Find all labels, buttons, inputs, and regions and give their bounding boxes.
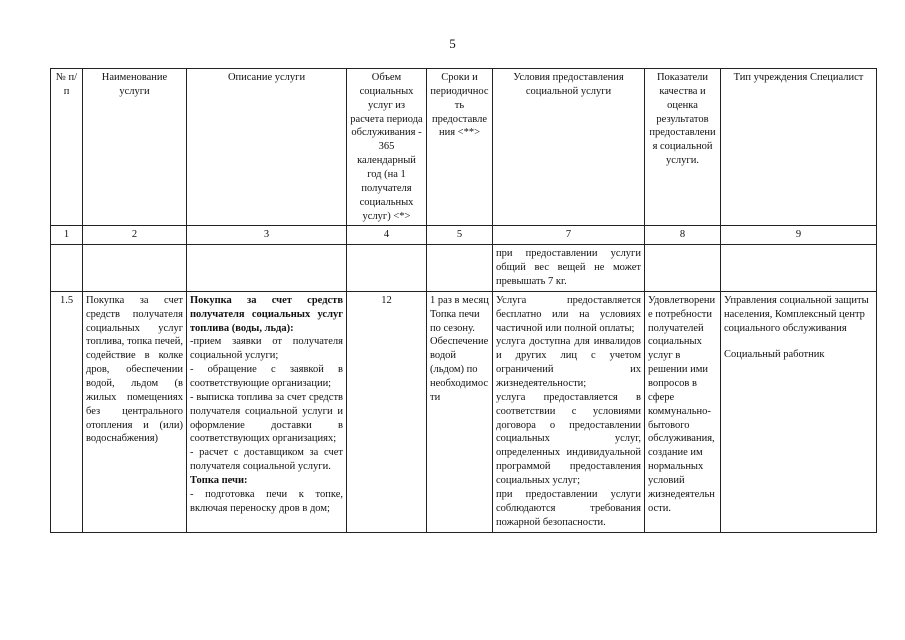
service-conditions xyxy=(493,291,645,532)
page-number: 5 xyxy=(449,36,456,51)
description-line: - обращение с заявкой в соответствующие организации; xyxy=(190,364,343,390)
header-num: № п/п xyxy=(51,69,83,226)
condition-line: при предоставлении услуги соблюдаются требования пожарной безопасности. xyxy=(496,488,641,528)
service-description xyxy=(187,291,347,532)
service-institution xyxy=(721,291,877,532)
column-number: 4 xyxy=(347,226,427,245)
condition-line: услуга доступна для инвалидов и других лиц с учетом ограничений их жизнедеятельности; xyxy=(496,336,641,390)
column-number: 8 xyxy=(645,226,721,245)
header-conditions: Условия предоставления социальной услуги xyxy=(493,69,645,226)
column-numbers-row xyxy=(51,226,877,245)
header-row xyxy=(51,69,877,226)
description-line: Топка печи: xyxy=(190,475,248,487)
service-volume: 12 xyxy=(347,291,427,532)
column-number: 5 xyxy=(427,226,493,245)
continuation-conditions: при предоставлении услуги общий вес вещей не может превышать 7 кг. xyxy=(493,245,645,292)
column-number: 2 xyxy=(83,226,187,245)
continuation-row xyxy=(51,245,877,292)
row-number: 1.5 xyxy=(51,291,83,532)
description-line: - подготовка печи к топке, включая переноску дров в дом; xyxy=(190,488,343,514)
header-volume: Объем социальных услуг из расчета периода обслуживания - 365 календарный год (на 1 получателя социальных услуг) <*> xyxy=(347,69,427,226)
header-quality: Показатели качества и оценка результатов предоставления социальной услуги. xyxy=(645,69,721,226)
periodicity-line: Обеспечение водой (льдом) по необходимости xyxy=(430,336,489,403)
institution-text: Управления социальной защиты населения, Комплексный центр социального обслуживания xyxy=(724,294,869,334)
service-name: Покупка за счет средств получателя социальных услуг топлива, топка печей, содействие в колке дров, обеспечении водой, льдом (в жилых помещениях без центрального отопления и (или) водоснабжения) xyxy=(83,291,187,532)
specialist-text: Социальный работник xyxy=(724,349,825,361)
header-institution: Тип учреждения Специалист xyxy=(721,69,877,226)
service-row-1-5 xyxy=(51,291,877,532)
service-periodicity xyxy=(427,291,493,532)
service-quality: Удовлетворение потребности получателей социальных услуг в решении ими вопросов в сфере коммунально-бытового обслуживания, создание им нормальных условий жизнедеятельности. xyxy=(645,291,721,532)
header-service-name: Наименование услуги xyxy=(83,69,187,226)
services-table xyxy=(50,68,877,533)
condition-line: услуга предоставляется в соответствии с условиями договора о предоставлении социальных услуг, определенных индивидуальной программой предоставления социальных услуг; xyxy=(496,391,641,487)
column-number: 7 xyxy=(493,226,645,245)
column-number: 3 xyxy=(187,226,347,245)
header-description: Описание услуги xyxy=(187,69,347,226)
description-line: -прием заявки от получателя социальной услуги; xyxy=(190,336,343,362)
header-periodicity: Сроки и периодичность предоставления <**> xyxy=(427,69,493,226)
condition-line: Услуга предоставляется бесплатно или на условиях частичной или полной оплаты; xyxy=(496,294,641,334)
description-line: Покупка за счет средств получателя социальных услуг топлива (воды, льда): xyxy=(190,294,343,334)
periodicity-line: Топка печи по сезону. xyxy=(430,308,480,334)
description-line: - выписка топлива за счет средств получателя социальной услуги и оформление доставки в соответствующих организациях; xyxy=(190,391,343,445)
column-number: 1 xyxy=(51,226,83,245)
periodicity-line: 1 раз в месяц xyxy=(430,294,489,306)
column-number: 9 xyxy=(721,226,877,245)
description-line: - расчет с доставщиком за счет получателя социальной услуги. xyxy=(190,447,343,473)
